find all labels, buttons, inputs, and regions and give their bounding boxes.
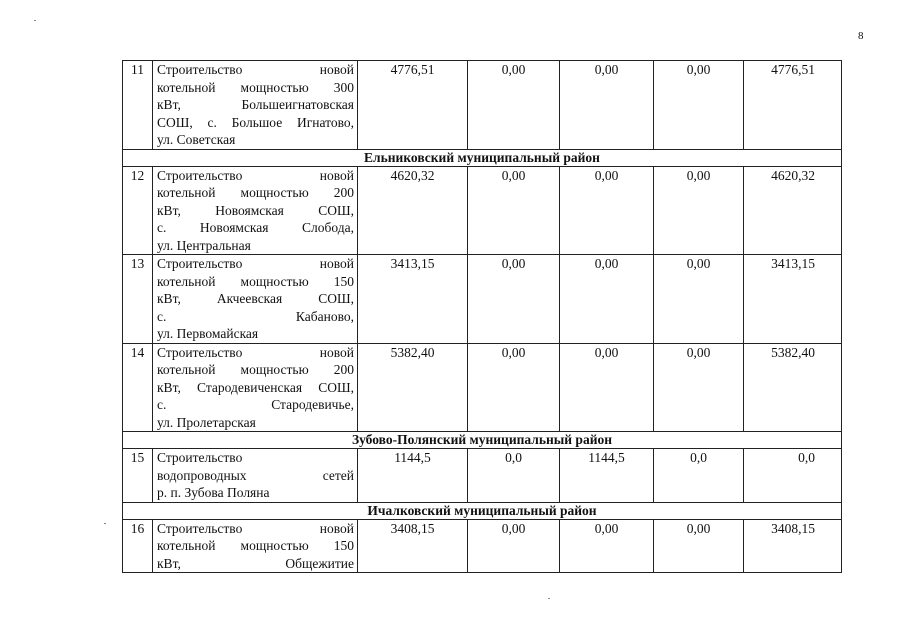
budget-table — [122, 60, 842, 573]
description-line: Строительство новой — [157, 167, 354, 183]
district-name: Ичалковский муниципальный район — [123, 502, 842, 519]
description-line: котельной мощностью 150 — [157, 273, 354, 289]
scan-speck — [104, 523, 106, 524]
description-line: с. Новоямская Слобода, — [157, 220, 354, 235]
table-row — [123, 519, 842, 573]
table-row — [123, 343, 842, 432]
table-row — [123, 166, 842, 255]
project-description — [153, 449, 358, 503]
amount-cell-1: 3413,15 — [358, 255, 468, 344]
row-number: 14 — [123, 343, 153, 432]
amount-cell-1: 1144,5 — [358, 449, 468, 503]
description-line: ул. Советская — [157, 132, 236, 147]
amount-cell-3: 0,00 — [560, 166, 654, 255]
amount-cell-4: 0,00 — [654, 166, 744, 255]
project-description — [153, 166, 358, 255]
amount-cell-4: 0,00 — [654, 343, 744, 432]
description-line: ул. Центральная — [157, 237, 251, 253]
amount-cell-2: 0,00 — [468, 519, 560, 573]
amount-cell-1: 4776,51 — [358, 61, 468, 150]
scan-speck — [548, 598, 550, 599]
district-header-row — [123, 432, 842, 449]
amount-cell-2: 0,00 — [468, 61, 560, 150]
amount-cell-5: 3413,15 — [744, 255, 842, 344]
district-name: Зубово-Полянский муниципальный район — [123, 432, 842, 449]
description-line: р. п. Зубова Поляна — [157, 485, 270, 500]
description-line: котельной мощностью 200 — [157, 185, 354, 200]
amount-cell-4: 0,0 — [654, 449, 744, 503]
project-description — [153, 343, 358, 432]
description-line: кВт, Общежитие — [157, 555, 354, 571]
amount-cell-3: 0,00 — [560, 61, 654, 150]
description-line: Строительство новой — [157, 256, 354, 271]
description-line: котельной мощностью 300 — [157, 79, 354, 95]
project-description — [153, 61, 358, 150]
project-description — [153, 519, 358, 573]
description-line: ул. Первомайская — [157, 326, 259, 341]
table-row — [123, 61, 842, 150]
district-name: Ельниковский муниципальный район — [123, 149, 842, 166]
description-line: с. Кабаново, — [157, 308, 354, 324]
amount-cell-1: 5382,40 — [358, 343, 468, 432]
description-line: Строительство новой — [157, 62, 354, 77]
scan-speck — [34, 20, 36, 21]
row-number: 16 — [123, 519, 153, 573]
amount-cell-5: 4620,32 — [744, 166, 842, 255]
page-number: 8 — [858, 30, 864, 42]
table-row — [123, 449, 842, 503]
description-line: СОШ, с. Большое Игнатово, — [157, 114, 354, 130]
amount-cell-2: 0,00 — [468, 255, 560, 344]
table-row — [123, 255, 842, 344]
amount-cell-3: 1144,5 — [560, 449, 654, 503]
row-number: 13 — [123, 255, 153, 344]
row-number: 15 — [123, 449, 153, 503]
description-line: с. Стародевичье, — [157, 397, 354, 412]
amount-cell-5: 0,0 — [744, 449, 842, 503]
description-line: котельной мощностью 150 — [157, 538, 354, 553]
amount-cell-4: 0,00 — [654, 61, 744, 150]
amount-cell-2: 0,00 — [468, 343, 560, 432]
description-line: Строительство новой — [157, 520, 354, 536]
description-line: кВт, Стародевиченская СОШ, — [157, 379, 354, 395]
row-number: 12 — [123, 166, 153, 255]
table-body — [123, 61, 842, 573]
description-line: кВт, Новоямская СОШ, — [157, 202, 354, 218]
row-number: 11 — [123, 61, 153, 150]
amount-cell-3: 0,00 — [560, 519, 654, 573]
amount-cell-4: 0,00 — [654, 519, 744, 573]
description-line: кВт, Акчеевская СОШ, — [157, 291, 354, 306]
amount-cell-2: 0,00 — [468, 166, 560, 255]
amount-cell-3: 0,00 — [560, 255, 654, 344]
amount-cell-5: 3408,15 — [744, 519, 842, 573]
district-header-row — [123, 149, 842, 166]
amount-cell-2: 0,0 — [468, 449, 560, 503]
amount-cell-4: 0,00 — [654, 255, 744, 344]
district-header-row — [123, 502, 842, 519]
project-description — [153, 255, 358, 344]
amount-cell-1: 3408,15 — [358, 519, 468, 573]
description-line: Строительство — [157, 450, 243, 465]
description-line: ул. Пролетарская — [157, 414, 256, 430]
description-line: котельной мощностью 200 — [157, 362, 354, 377]
description-line: водопроводных сетей — [157, 467, 354, 483]
amount-cell-1: 4620,32 — [358, 166, 468, 255]
description-line: Строительство новой — [157, 344, 354, 360]
description-line: кВт, Большеигнатовская — [157, 97, 354, 112]
amount-cell-3: 0,00 — [560, 343, 654, 432]
amount-cell-5: 5382,40 — [744, 343, 842, 432]
amount-cell-5: 4776,51 — [744, 61, 842, 150]
